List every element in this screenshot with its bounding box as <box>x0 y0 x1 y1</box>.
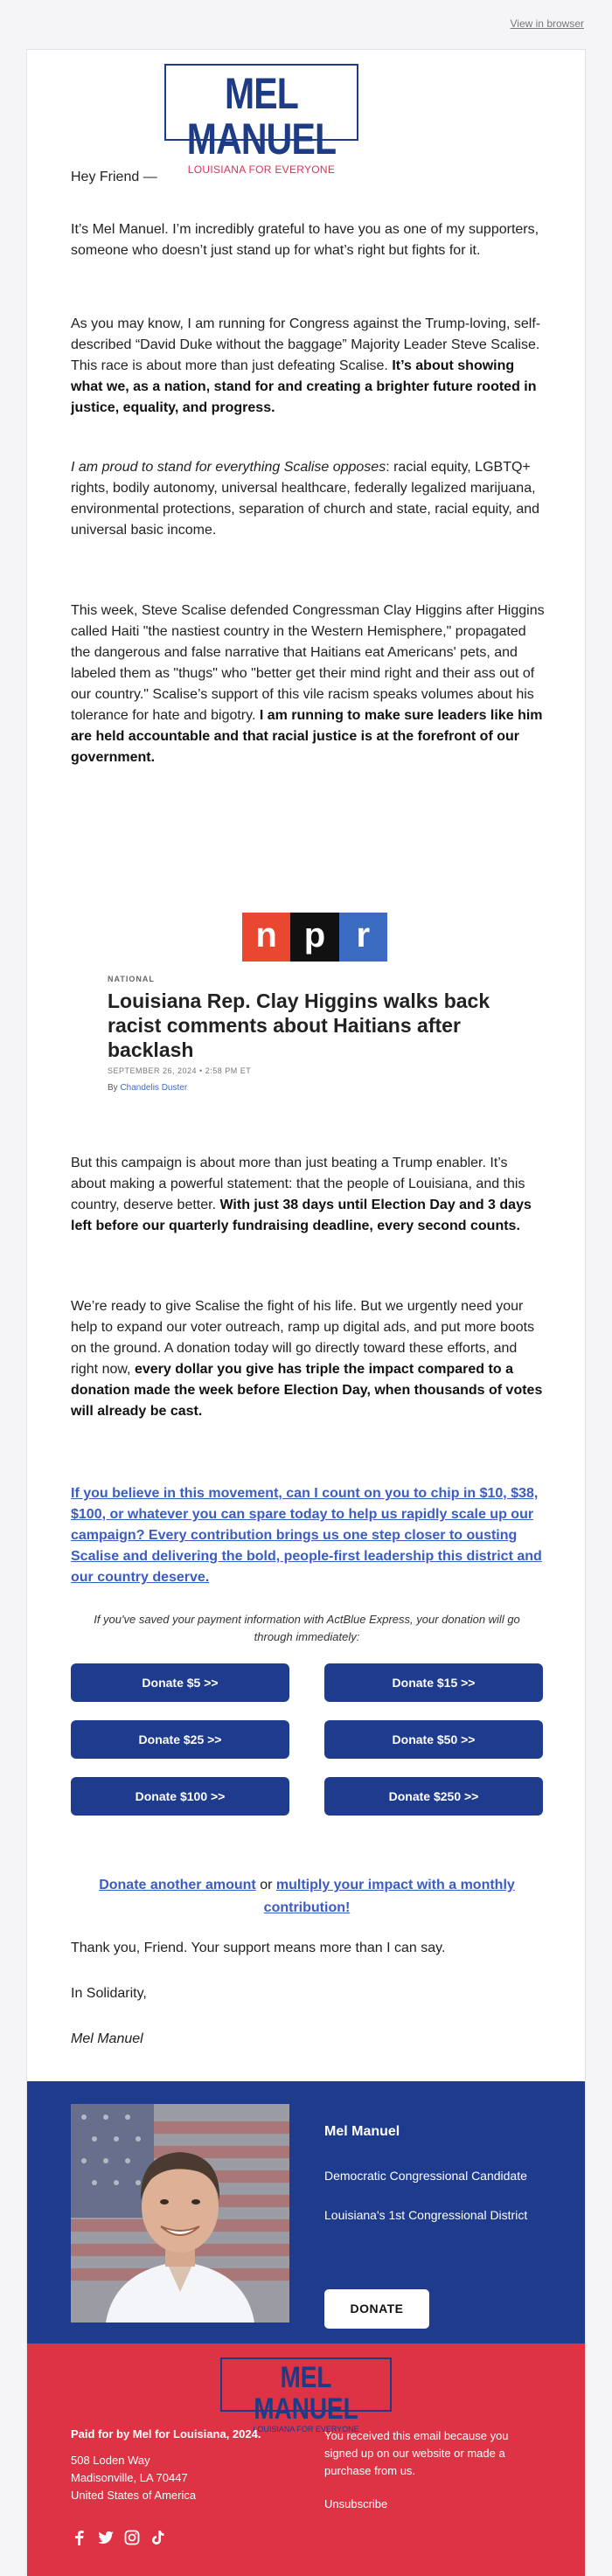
candidate-name: Mel Manuel <box>324 2124 400 2139</box>
footer-logo <box>220 2357 392 2434</box>
donation-ask-link[interactable]: If you believe in this movement, can I count on you to chip in $10, $38, $100, or whatever you can spare today to help us rapidly scale up our campaign? Every contribution brings us one step closer to ousting Scalise and delivering the bold, people-first leadership this district and our country deserve. <box>71 1486 542 1585</box>
npr-section-label: NATIONAL <box>108 975 155 983</box>
npr-letter-n: n <box>242 913 290 962</box>
paragraph-urgency: We’re ready to give Scalise the fight of his life. But we urgently need your help to expand our voter outreach, ramp up digital ads, and put more boots on the ground. A donation today will go directly toward these efforts, and right now, every dollar you give has triple the impact compared to a donation made the week before Election Day, when thousands of votes will already be cast. <box>71 1299 543 1419</box>
paragraph-stakes: But this campaign is about more than just beating a Trump enabler. It’s about making a powerful statement: that the people of Louisiana, and this country, deserve better. With just 38 days until Election Day and 3 days left before our quarterly fundraising deadline, every second counts. <box>71 1156 532 1233</box>
unsubscribe-link[interactable]: Unsubscribe <box>324 2497 388 2510</box>
signature: Mel Manuel <box>71 2031 143 2046</box>
donate-50-button[interactable]: Donate $50 >> <box>324 1720 543 1759</box>
logo-tagline: LOUISIANA FOR EVERYONE <box>187 163 336 176</box>
mailing-address: 508 Loden Way Madisonville, LA 70447 United States of America <box>71 2454 197 2502</box>
donate-button[interactable]: DONATE <box>324 2289 429 2329</box>
donate-100-button[interactable]: Donate $100 >> <box>71 1777 289 1816</box>
top-bar <box>0 0 612 49</box>
greeting: Hey Friend — <box>71 170 157 184</box>
paragraph-higgins: This week, Steve Scalise defended Congressman Clay Higgins after Higgins called Haiti "the nastiest country in the Western Hemisphere," propagated the dangerous and false narrative that Haitians eat Americans' pets, and labeled them as "thugs" who "better get their mind right and their ass out of our country." Scalise’s support of this vile racism speaks volumes about his tolerance for hate and bigotry. I am running to make sure leaders like him are held accountable and that racial justice is at the forefront of our government. <box>71 603 545 765</box>
paragraph-intro: It’s Mel Manuel. I’m incredibly grateful to have you as one of my supporters, someone who doesn’t just stand up for what’s right but fights for it. <box>71 222 539 258</box>
donate-25-button[interactable]: Donate $25 >> <box>71 1720 289 1759</box>
alternate-donate-line: Donate another amount or multiply your impact with a monthly contribution! <box>99 1878 515 1915</box>
candidate-role: Democratic Congressional Candidate <box>324 2169 527 2183</box>
campaign-logo <box>164 64 358 176</box>
twitter-icon[interactable] <box>97 2529 115 2546</box>
monthly-contribution-link[interactable]: multiply your impact with a monthly contribution! <box>263 1878 515 1915</box>
instagram-icon[interactable] <box>123 2529 141 2546</box>
footer-logo-name: MEL MANUEL <box>254 2361 358 2426</box>
actblue-note: If you've saved your payment information with ActBlue Express, your donation will go through immediately: <box>94 1613 520 1643</box>
donate-15-button[interactable]: Donate $15 >> <box>324 1663 543 1702</box>
npr-author-link[interactable]: Chandelis Duster <box>120 1083 188 1093</box>
footer-logo-tagline: LOUISIANA FOR EVERYONE <box>253 2425 359 2434</box>
donate-250-button[interactable]: Donate $250 >> <box>324 1777 543 1816</box>
facebook-icon[interactable] <box>71 2529 88 2546</box>
donate-another-amount-link[interactable]: Donate another amount <box>99 1878 256 1892</box>
paid-for-disclaimer: Paid for by Mel for Louisiana, 2024. <box>71 2427 261 2441</box>
social-links <box>71 2529 167 2546</box>
candidate-district: Louisiana's 1st Congressional District <box>324 2208 528 2222</box>
donate-5-button[interactable]: Donate $5 >> <box>71 1663 289 1702</box>
thank-you-text: Thank you, Friend. Your support means more than I can say. <box>71 1941 446 1955</box>
paragraph-race: As you may know, I am running for Congress against the Trump-loving, self-described “David Duke without the baggage” Majority Leader Steve Scalise. This race is about more than just defeating Scalise. It’s about showing what we, as a nation, stand for and creating a brighter future rooted in justice, equality, and progress. <box>71 316 541 415</box>
npr-headline[interactable]: Louisiana Rep. Clay Higgins walks back racist comments about Haitians after backlash <box>108 989 490 1061</box>
paragraph-values: I am proud to stand for everything Scalise opposes: racial equity, LGBTQ+ rights, bodily autonomy, universal healthcare, federally legalized marijuana, environmental protections, separation of church and state, racial equity, and universal basic income. <box>71 460 540 538</box>
npr-date: SEPTEMBER 26, 2024 • 2:58 PM ET <box>108 1066 252 1075</box>
tiktok-icon[interactable] <box>150 2529 167 2546</box>
candidate-photo-illustration <box>71 2104 289 2323</box>
npr-letter-p: p <box>290 913 338 962</box>
candidate-photo <box>71 2104 289 2323</box>
npr-byline: By Chandelis Duster <box>108 1083 188 1093</box>
npr-logo <box>242 913 387 962</box>
email-card <box>26 49 586 2575</box>
subscription-reason: You received this email because you signed up on our website or made a purchase from us. <box>324 2429 509 2477</box>
npr-letter-r: r <box>339 913 387 962</box>
closing-text: In Solidarity, <box>71 1986 147 2001</box>
logo-name: MEL MANUEL <box>186 69 337 163</box>
view-in-browser-link[interactable]: View in browser <box>510 17 584 30</box>
